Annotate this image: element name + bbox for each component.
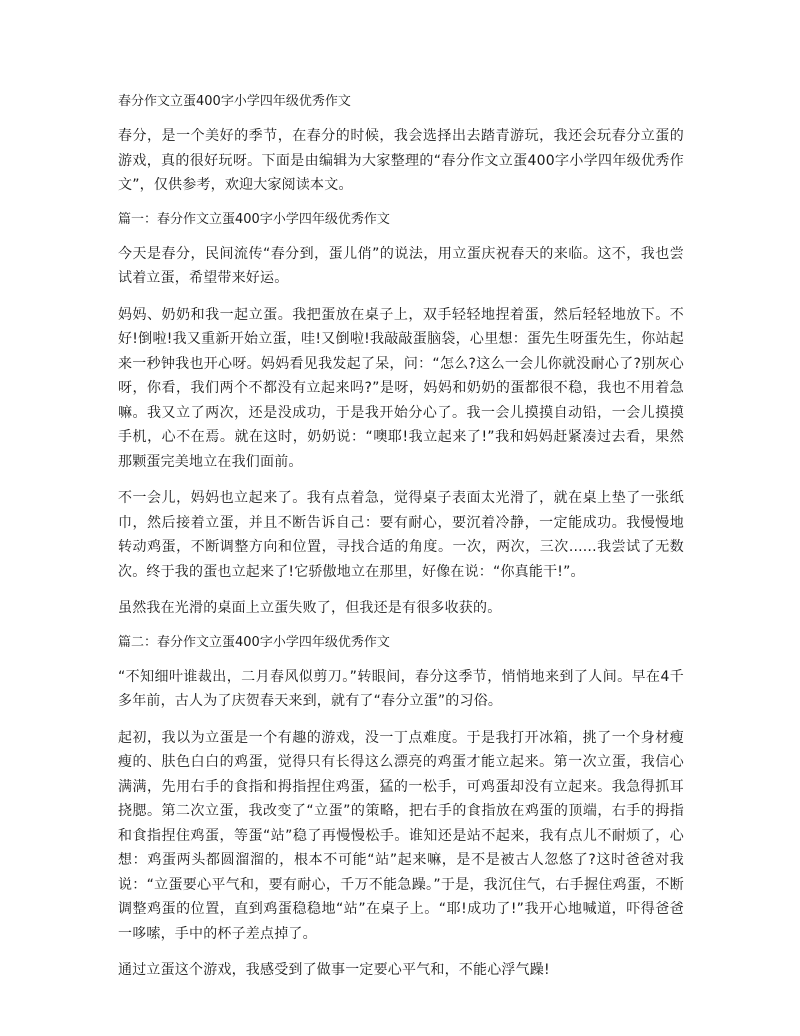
section-2-paragraph-2: 起初，我以为立蛋是一个有趣的游戏，没一丁点难度。于是我打开冰箱，挑了一个身材瘦瘦的、肤色白白的鸡蛋，觉得只有长得这么漂亮的鸡蛋才能立起来。第一次立蛋，我信心满满，先用右手的食指和拇指捏住鸡蛋，猛的一松手，可鸡蛋却没有立起来。我急得抓耳挠腮。第二次立蛋，我改变了“立蛋”的策略，把右手的食指放在鸡蛋的顶端，右手的拇指和食指捏住鸡蛋，等蛋“站”稳了再慢慢松手。谁知还是站不起来，我有点儿不耐烦了，心想：鸡蛋两头都圆溜溜的，根本不可能“站”起来嘛，是不是被古人忽悠了?这时爸爸对我说：“立蛋要心平气和，要有耐心，千万不能急躁。”于是，我沉住气，右手握住鸡蛋，不断调整鸡蛋的位置，直到鸡蛋稳稳地“站”在桌子上。“耶!成功了!”我开心地喊道，吓得爸爸一哆嗦，手中的杯子差点掉了。: [118, 729, 684, 942]
section-2-paragraph-3: 通过立蛋这个游戏，我感受到了做事一定要心平气和，不能心浮气躁!: [118, 962, 550, 978]
document-page: [118, 92, 684, 995]
section-2-paragraph-1: “不知细叶谁裁出，二月春风似剪刀。”转眼间，春分这季节，悄悄地来到了人间。早在4千多年前，古人为了庆贺春天来到，就有了“春分立蛋”的习俗。: [118, 668, 684, 709]
section-1-paragraph-3: 不一会儿，妈妈也立起来了。我有点着急，觉得桌子表面太光滑了，就在桌上垫了一张纸巾，然后接着立蛋，并且不断告诉自己：要有耐心，要沉着冷静，一定能成功。我慢慢地转动鸡蛋，不断调整方向和位置，寻找合适的角度。一次，两次，三次......我尝试了无数次。终于我的蛋也立起来了!它骄傲地立在那里，好像在说：“你真能干!”。: [118, 490, 684, 580]
section-heading-1: 篇一：春分作文立蛋400字小学四年级优秀作文: [118, 211, 390, 227]
section-1-paragraph-1: 今天是春分，民间流传“春分到，蛋儿俏”的说法，用立蛋庆祝春天的来临。这不，我也尝试着立蛋，希望带来好运。: [118, 245, 684, 286]
section-heading-2: 篇二：春分作文立蛋400字小学四年级优秀作文: [118, 634, 390, 650]
section-1-paragraph-2: 妈妈、奶奶和我一起立蛋。我把蛋放在桌子上，双手轻轻地捏着蛋，然后轻轻地放下。不好!倒啦!我又重新开始立蛋，哇!又倒啦!我敲敲蛋脑袋，心里想：蛋先生呀蛋先生，你站起来一秒钟我也开心呀。妈妈看见我发起了呆，问：“怎么?这么一会儿你就没耐心了?别灰心呀，你看，我们两个不都没有立起来吗?”是呀，妈妈和奶奶的蛋都很不稳，我也不用着急嘛。我又立了两次，还是没成功，于是我开始分心了。我一会儿摸摸自动铅，一会儿摸摸手机，心不在焉。就在这时，奶奶说：“噢耶!我立起来了!”我和妈妈赶紧凑过去看，果然那颗蛋完美地立在我们面前。: [118, 306, 684, 470]
intro-paragraph: 春分，是一个美好的季节，在春分的时候，我会选择出去踏青游玩，我还会玩春分立蛋的游戏，真的很好玩呀。下面是由编辑为大家整理的“春分作文立蛋400字小学四年级优秀作文”，仅供参考，欢迎大家阅读本文。: [118, 128, 684, 193]
section-1-paragraph-4: 虽然我在光滑的桌面上立蛋失败了，但我还是有很多收获的。: [118, 600, 502, 616]
document-title: 春分作文立蛋400字小学四年级优秀作文: [118, 94, 351, 109]
